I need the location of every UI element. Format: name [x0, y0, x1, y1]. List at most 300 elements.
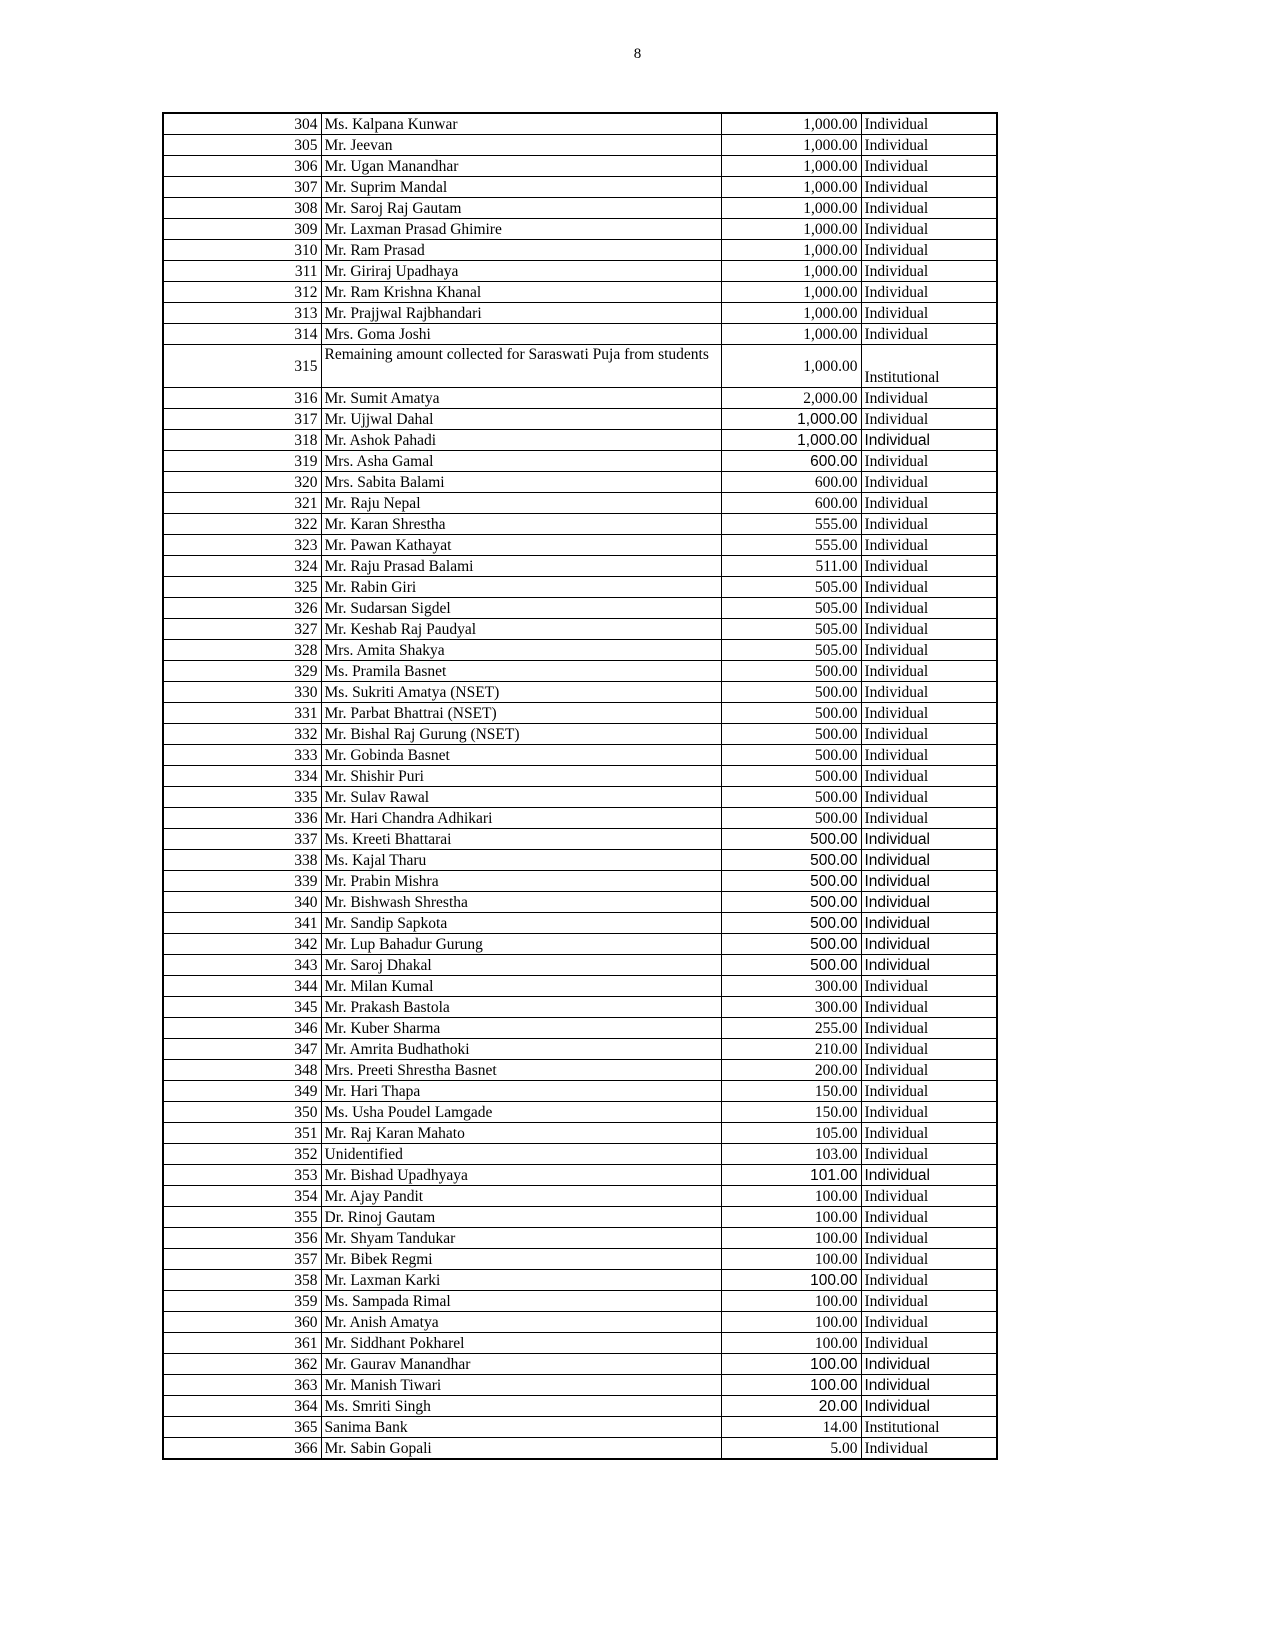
- row-number: 366: [163, 1438, 321, 1460]
- row-number: 327: [163, 619, 321, 640]
- donor-name: Mr. Raju Prasad Balami: [321, 556, 721, 577]
- row-number: 355: [163, 1207, 321, 1228]
- donation-amount: 505.00: [721, 577, 861, 598]
- donor-name: Mr. Amrita Budhathoki: [321, 1039, 721, 1060]
- table-row: [163, 1333, 997, 1354]
- donor-name: Mr. Bishwash Shrestha: [321, 892, 721, 913]
- donor-name: Mr. Bibek Regmi: [321, 1249, 721, 1270]
- table-row: [163, 766, 997, 787]
- donor-type: Institutional: [861, 1417, 997, 1438]
- donation-amount: 500.00: [721, 787, 861, 808]
- donor-name: Ms. Kreeti Bhattarai: [321, 829, 721, 850]
- table-row: [163, 409, 997, 430]
- donor-type: Individual: [861, 1249, 997, 1270]
- donor-type: Individual: [861, 997, 997, 1018]
- table-row: [163, 661, 997, 682]
- donor-name: Mr. Ujjwal Dahal: [321, 409, 721, 430]
- donor-name: Mr. Anish Amatya: [321, 1312, 721, 1333]
- donation-amount: 100.00: [721, 1291, 861, 1312]
- table-row: [163, 955, 997, 976]
- row-number: 325: [163, 577, 321, 598]
- donation-amount: 1,000.00: [721, 177, 861, 198]
- table-row: [163, 787, 997, 808]
- donation-amount: 600.00: [721, 493, 861, 514]
- row-number: 344: [163, 976, 321, 997]
- donation-amount: 101.00: [721, 1165, 861, 1186]
- donation-amount: 1,000.00: [721, 113, 861, 135]
- donor-type: Individual: [861, 976, 997, 997]
- donor-name: Mr. Karan Shrestha: [321, 514, 721, 535]
- donor-type: Individual: [861, 1207, 997, 1228]
- table-row: [163, 535, 997, 556]
- row-number: 322: [163, 514, 321, 535]
- row-number: 326: [163, 598, 321, 619]
- table-row: [163, 261, 997, 282]
- donor-type: Individual: [861, 682, 997, 703]
- table-row: [163, 113, 997, 135]
- table-row: [163, 871, 997, 892]
- donor-type: Individual: [861, 1039, 997, 1060]
- donor-name: Mr. Giriraj Upadhaya: [321, 261, 721, 282]
- donor-name: Ms. Smriti Singh: [321, 1396, 721, 1417]
- donor-type: Individual: [861, 871, 997, 892]
- donation-amount: 1,000.00: [721, 324, 861, 345]
- donation-table: [162, 112, 998, 1460]
- donor-type: Individual: [861, 113, 997, 135]
- donation-amount: 14.00: [721, 1417, 861, 1438]
- donation-amount: 1,000.00: [721, 409, 861, 430]
- row-number: 352: [163, 1144, 321, 1165]
- donor-name: Mr. Sabin Gopali: [321, 1438, 721, 1460]
- page-number: 8: [633, 46, 642, 62]
- donor-name: Sanima Bank: [321, 1417, 721, 1438]
- table-row: [163, 640, 997, 661]
- donor-name: Dr. Rinoj Gautam: [321, 1207, 721, 1228]
- donation-amount: 150.00: [721, 1081, 861, 1102]
- donation-amount: 511.00: [721, 556, 861, 577]
- donation-amount: 1,000.00: [721, 261, 861, 282]
- donor-name: Mr. Saroj Raj Gautam: [321, 198, 721, 219]
- table-row: [163, 472, 997, 493]
- donor-type: Individual: [861, 324, 997, 345]
- donor-name: Mr. Suprim Mandal: [321, 177, 721, 198]
- donation-amount: 1,000.00: [721, 156, 861, 177]
- donation-amount: 103.00: [721, 1144, 861, 1165]
- table-row: [163, 219, 997, 240]
- donation-amount: 500.00: [721, 808, 861, 829]
- donor-type: Individual: [861, 303, 997, 324]
- table-row: [163, 1018, 997, 1039]
- donor-type: Individual: [861, 808, 997, 829]
- row-number: 347: [163, 1039, 321, 1060]
- donor-type: Individual: [861, 282, 997, 303]
- donation-amount: 500.00: [721, 955, 861, 976]
- donor-type: Individual: [861, 1270, 997, 1291]
- table-row: [163, 135, 997, 156]
- donor-name: Mrs. Sabita Balami: [321, 472, 721, 493]
- row-number: 330: [163, 682, 321, 703]
- donor-name: Ms. Kajal Tharu: [321, 850, 721, 871]
- donor-name: Mr. Ram Prasad: [321, 240, 721, 261]
- donor-type: Individual: [861, 535, 997, 556]
- table-row: [163, 997, 997, 1018]
- donation-amount: 20.00: [721, 1396, 861, 1417]
- donor-type: Individual: [861, 472, 997, 493]
- donor-name: Mr. Gobinda Basnet: [321, 745, 721, 766]
- donor-name: Mr. Prajjwal Rajbhandari: [321, 303, 721, 324]
- row-number: 318: [163, 430, 321, 451]
- row-number: 335: [163, 787, 321, 808]
- donation-amount: 105.00: [721, 1123, 861, 1144]
- row-number: 337: [163, 829, 321, 850]
- donor-name: Mr. Prakash Bastola: [321, 997, 721, 1018]
- row-number: 304: [163, 113, 321, 135]
- table-row: [163, 198, 997, 219]
- row-number: 320: [163, 472, 321, 493]
- donor-name: Mr. Ajay Pandit: [321, 1186, 721, 1207]
- donor-type: Institutional: [861, 345, 997, 388]
- table-row: [163, 1207, 997, 1228]
- row-number: 342: [163, 934, 321, 955]
- donor-name: Ms. Sukriti Amatya (NSET): [321, 682, 721, 703]
- donation-amount: 100.00: [721, 1375, 861, 1396]
- donor-type: Individual: [861, 1354, 997, 1375]
- row-number: 339: [163, 871, 321, 892]
- donation-amount: 500.00: [721, 829, 861, 850]
- row-number: 365: [163, 1417, 321, 1438]
- donor-name: Mr. Manish Tiwari: [321, 1375, 721, 1396]
- donation-amount: 100.00: [721, 1207, 861, 1228]
- donor-name: Unidentified: [321, 1144, 721, 1165]
- donation-amount: 500.00: [721, 661, 861, 682]
- donor-name: Mr. Jeevan: [321, 135, 721, 156]
- row-number: 336: [163, 808, 321, 829]
- row-number: 356: [163, 1228, 321, 1249]
- row-number: 305: [163, 135, 321, 156]
- table-row: [163, 324, 997, 345]
- donation-amount: 500.00: [721, 892, 861, 913]
- donor-name: Mr. Sumit Amatya: [321, 388, 721, 409]
- donor-name: Mr. Keshab Raj Paudyal: [321, 619, 721, 640]
- table-row: [163, 1354, 997, 1375]
- row-number: 331: [163, 703, 321, 724]
- donor-type: Individual: [861, 661, 997, 682]
- table-row: [163, 598, 997, 619]
- row-number: 306: [163, 156, 321, 177]
- table-row: [163, 1438, 997, 1460]
- donor-type: Individual: [861, 1291, 997, 1312]
- table-row: [163, 1249, 997, 1270]
- donor-name: Mr. Raj Karan Mahato: [321, 1123, 721, 1144]
- donor-type: Individual: [861, 1102, 997, 1123]
- donor-type: Individual: [861, 156, 997, 177]
- row-number: 338: [163, 850, 321, 871]
- donor-type: Individual: [861, 619, 997, 640]
- donor-name: Mr. Prabin Mishra: [321, 871, 721, 892]
- donor-type: Individual: [861, 514, 997, 535]
- row-number: 328: [163, 640, 321, 661]
- donation-amount: 500.00: [721, 745, 861, 766]
- donation-amount: 1,000.00: [721, 345, 861, 388]
- row-number: 346: [163, 1018, 321, 1039]
- row-number: 321: [163, 493, 321, 514]
- donor-type: Individual: [861, 598, 997, 619]
- table-row: [163, 619, 997, 640]
- row-number: 343: [163, 955, 321, 976]
- donor-name: Mr. Bishad Upadhyaya: [321, 1165, 721, 1186]
- row-number: 313: [163, 303, 321, 324]
- donation-amount: 500.00: [721, 703, 861, 724]
- table-row: [163, 1102, 997, 1123]
- donor-name: Mr. Shyam Tandukar: [321, 1228, 721, 1249]
- row-number: 334: [163, 766, 321, 787]
- table-row: [163, 934, 997, 955]
- donation-table-body: [163, 113, 997, 1459]
- table-row: [163, 493, 997, 514]
- donor-type: Individual: [861, 1375, 997, 1396]
- row-number: 348: [163, 1060, 321, 1081]
- donor-type: Individual: [861, 1228, 997, 1249]
- row-number: 312: [163, 282, 321, 303]
- table-row: [163, 976, 997, 997]
- donor-name: Mr. Milan Kumal: [321, 976, 721, 997]
- donor-type: Individual: [861, 955, 997, 976]
- donor-type: Individual: [861, 892, 997, 913]
- donation-amount: 100.00: [721, 1228, 861, 1249]
- row-number: 349: [163, 1081, 321, 1102]
- table-row: [163, 514, 997, 535]
- row-number: 357: [163, 1249, 321, 1270]
- donor-name: Mr. Pawan Kathayat: [321, 535, 721, 556]
- donor-type: Individual: [861, 787, 997, 808]
- donation-amount: 100.00: [721, 1312, 861, 1333]
- donation-amount: 1,000.00: [721, 240, 861, 261]
- row-number: 319: [163, 451, 321, 472]
- table-row: [163, 156, 997, 177]
- donor-name: Mr. Shishir Puri: [321, 766, 721, 787]
- row-number: 307: [163, 177, 321, 198]
- row-number: 358: [163, 1270, 321, 1291]
- table-row: [163, 1144, 997, 1165]
- donor-name: Mr. Sudarsan Sigdel: [321, 598, 721, 619]
- donor-name: Mr. Ashok Pahadi: [321, 430, 721, 451]
- table-row: [163, 1396, 997, 1417]
- table-row: [163, 1165, 997, 1186]
- donation-amount: 200.00: [721, 1060, 861, 1081]
- donor-name: Mr. Sulav Rawal: [321, 787, 721, 808]
- donation-amount: 500.00: [721, 724, 861, 745]
- table-row: [163, 430, 997, 451]
- row-number: 345: [163, 997, 321, 1018]
- donor-name: Mrs. Preeti Shrestha Basnet: [321, 1060, 721, 1081]
- table-row: [163, 829, 997, 850]
- row-number: 311: [163, 261, 321, 282]
- row-number: 315: [163, 345, 321, 388]
- donation-amount: 555.00: [721, 535, 861, 556]
- row-number: 329: [163, 661, 321, 682]
- donation-amount: 500.00: [721, 766, 861, 787]
- donor-name: Mr. Sandip Sapkota: [321, 913, 721, 934]
- table-row: [163, 703, 997, 724]
- donation-amount: 555.00: [721, 514, 861, 535]
- donor-type: Individual: [861, 913, 997, 934]
- donation-amount: 300.00: [721, 997, 861, 1018]
- donation-amount: 1,000.00: [721, 303, 861, 324]
- donor-name: Mr. Bishal Raj Gurung (NSET): [321, 724, 721, 745]
- table-row: [163, 850, 997, 871]
- donor-type: Individual: [861, 451, 997, 472]
- table-row: [163, 282, 997, 303]
- donation-amount: 500.00: [721, 850, 861, 871]
- row-number: 364: [163, 1396, 321, 1417]
- table-row: [163, 388, 997, 409]
- donor-name: Mr. Gaurav Manandhar: [321, 1354, 721, 1375]
- row-number: 354: [163, 1186, 321, 1207]
- donation-amount: 1,000.00: [721, 430, 861, 451]
- donor-type: Individual: [861, 261, 997, 282]
- donation-amount: 600.00: [721, 451, 861, 472]
- row-number: 359: [163, 1291, 321, 1312]
- donation-amount: 100.00: [721, 1249, 861, 1270]
- table-row: [163, 808, 997, 829]
- donation-amount: 5.00: [721, 1438, 861, 1460]
- donor-type: Individual: [861, 1060, 997, 1081]
- donation-amount: 150.00: [721, 1102, 861, 1123]
- donation-amount: 505.00: [721, 619, 861, 640]
- table-row: [163, 1312, 997, 1333]
- row-number: 333: [163, 745, 321, 766]
- table-row: [163, 1186, 997, 1207]
- donation-amount: 505.00: [721, 640, 861, 661]
- donor-type: Individual: [861, 1396, 997, 1417]
- donor-type: Individual: [861, 388, 997, 409]
- table-row: [163, 682, 997, 703]
- donation-amount: 500.00: [721, 934, 861, 955]
- row-number: 310: [163, 240, 321, 261]
- donor-type: Individual: [861, 703, 997, 724]
- donor-type: Individual: [861, 1438, 997, 1460]
- donor-type: Individual: [861, 135, 997, 156]
- donor-name: Mr. Saroj Dhakal: [321, 955, 721, 976]
- donor-type: Individual: [861, 409, 997, 430]
- donor-name: Ms. Usha Poudel Lamgade: [321, 1102, 721, 1123]
- table-row: [163, 556, 997, 577]
- donation-amount: 2,000.00: [721, 388, 861, 409]
- donor-name: Mr. Laxman Prasad Ghimire: [321, 219, 721, 240]
- donor-type: Individual: [861, 240, 997, 261]
- table-row: [163, 177, 997, 198]
- donation-amount: 505.00: [721, 598, 861, 619]
- row-number: 316: [163, 388, 321, 409]
- donor-name: Remaining amount collected for Saraswati Puja from students: [321, 345, 721, 388]
- donor-type: Individual: [861, 1018, 997, 1039]
- donor-name: Mr. Rabin Giri: [321, 577, 721, 598]
- table-row: [163, 745, 997, 766]
- donation-amount: 100.00: [721, 1354, 861, 1375]
- donor-type: Individual: [861, 745, 997, 766]
- donor-name: Mr. Lup Bahadur Gurung: [321, 934, 721, 955]
- donor-type: Individual: [861, 577, 997, 598]
- donor-name: Ms. Kalpana Kunwar: [321, 113, 721, 135]
- donor-type: Individual: [861, 430, 997, 451]
- donor-type: Individual: [861, 1123, 997, 1144]
- donor-name: Mr. Hari Thapa: [321, 1081, 721, 1102]
- donor-name: Mr. Parbat Bhattrai (NSET): [321, 703, 721, 724]
- donor-name: Mrs. Asha Gamal: [321, 451, 721, 472]
- donation-amount: 500.00: [721, 913, 861, 934]
- donor-name: Mr. Kuber Sharma: [321, 1018, 721, 1039]
- row-number: 323: [163, 535, 321, 556]
- table-row: [163, 577, 997, 598]
- donor-name: Mr. Laxman Karki: [321, 1270, 721, 1291]
- donor-type: Individual: [861, 177, 997, 198]
- donor-type: Individual: [861, 850, 997, 871]
- donor-name: Mr. Ram Krishna Khanal: [321, 282, 721, 303]
- donation-amount: 1,000.00: [721, 135, 861, 156]
- donor-type: Individual: [861, 1312, 997, 1333]
- donation-amount: 300.00: [721, 976, 861, 997]
- table-row: [163, 1060, 997, 1081]
- table-row: [163, 1291, 997, 1312]
- row-number: 362: [163, 1354, 321, 1375]
- donor-type: Individual: [861, 198, 997, 219]
- donation-amount: 1,000.00: [721, 198, 861, 219]
- row-number: 308: [163, 198, 321, 219]
- donation-amount: 1,000.00: [721, 282, 861, 303]
- donor-name: Mr. Ugan Manandhar: [321, 156, 721, 177]
- table-row: [163, 1228, 997, 1249]
- donation-amount: 1,000.00: [721, 219, 861, 240]
- donation-amount: 100.00: [721, 1186, 861, 1207]
- donor-name: Mr. Raju Nepal: [321, 493, 721, 514]
- table-row: [163, 724, 997, 745]
- donor-type: Individual: [861, 556, 997, 577]
- donation-amount: 100.00: [721, 1270, 861, 1291]
- donor-type: Individual: [861, 1165, 997, 1186]
- row-number: 353: [163, 1165, 321, 1186]
- row-number: 360: [163, 1312, 321, 1333]
- donation-amount: 600.00: [721, 472, 861, 493]
- row-number: 324: [163, 556, 321, 577]
- table-row: [163, 892, 997, 913]
- row-number: 309: [163, 219, 321, 240]
- row-number: 350: [163, 1102, 321, 1123]
- donor-type: Individual: [861, 1144, 997, 1165]
- donor-name: Mrs. Amita Shakya: [321, 640, 721, 661]
- donor-type: Individual: [861, 493, 997, 514]
- row-number: 351: [163, 1123, 321, 1144]
- donor-type: Individual: [861, 640, 997, 661]
- donor-type: Individual: [861, 1186, 997, 1207]
- donor-name: Mr. Hari Chandra Adhikari: [321, 808, 721, 829]
- row-number: 314: [163, 324, 321, 345]
- table-row: [163, 1375, 997, 1396]
- donor-type: Individual: [861, 724, 997, 745]
- table-row: [163, 1417, 997, 1438]
- donor-name: Ms. Pramila Basnet: [321, 661, 721, 682]
- table-row: [163, 1123, 997, 1144]
- donor-name: Ms. Sampada Rimal: [321, 1291, 721, 1312]
- row-number: 341: [163, 913, 321, 934]
- row-number: 363: [163, 1375, 321, 1396]
- donor-type: Individual: [861, 766, 997, 787]
- donor-type: Individual: [861, 934, 997, 955]
- donation-amount: 255.00: [721, 1018, 861, 1039]
- donor-type: Individual: [861, 829, 997, 850]
- row-number: 340: [163, 892, 321, 913]
- donor-name: Mr. Siddhant Pokharel: [321, 1333, 721, 1354]
- row-number: 332: [163, 724, 321, 745]
